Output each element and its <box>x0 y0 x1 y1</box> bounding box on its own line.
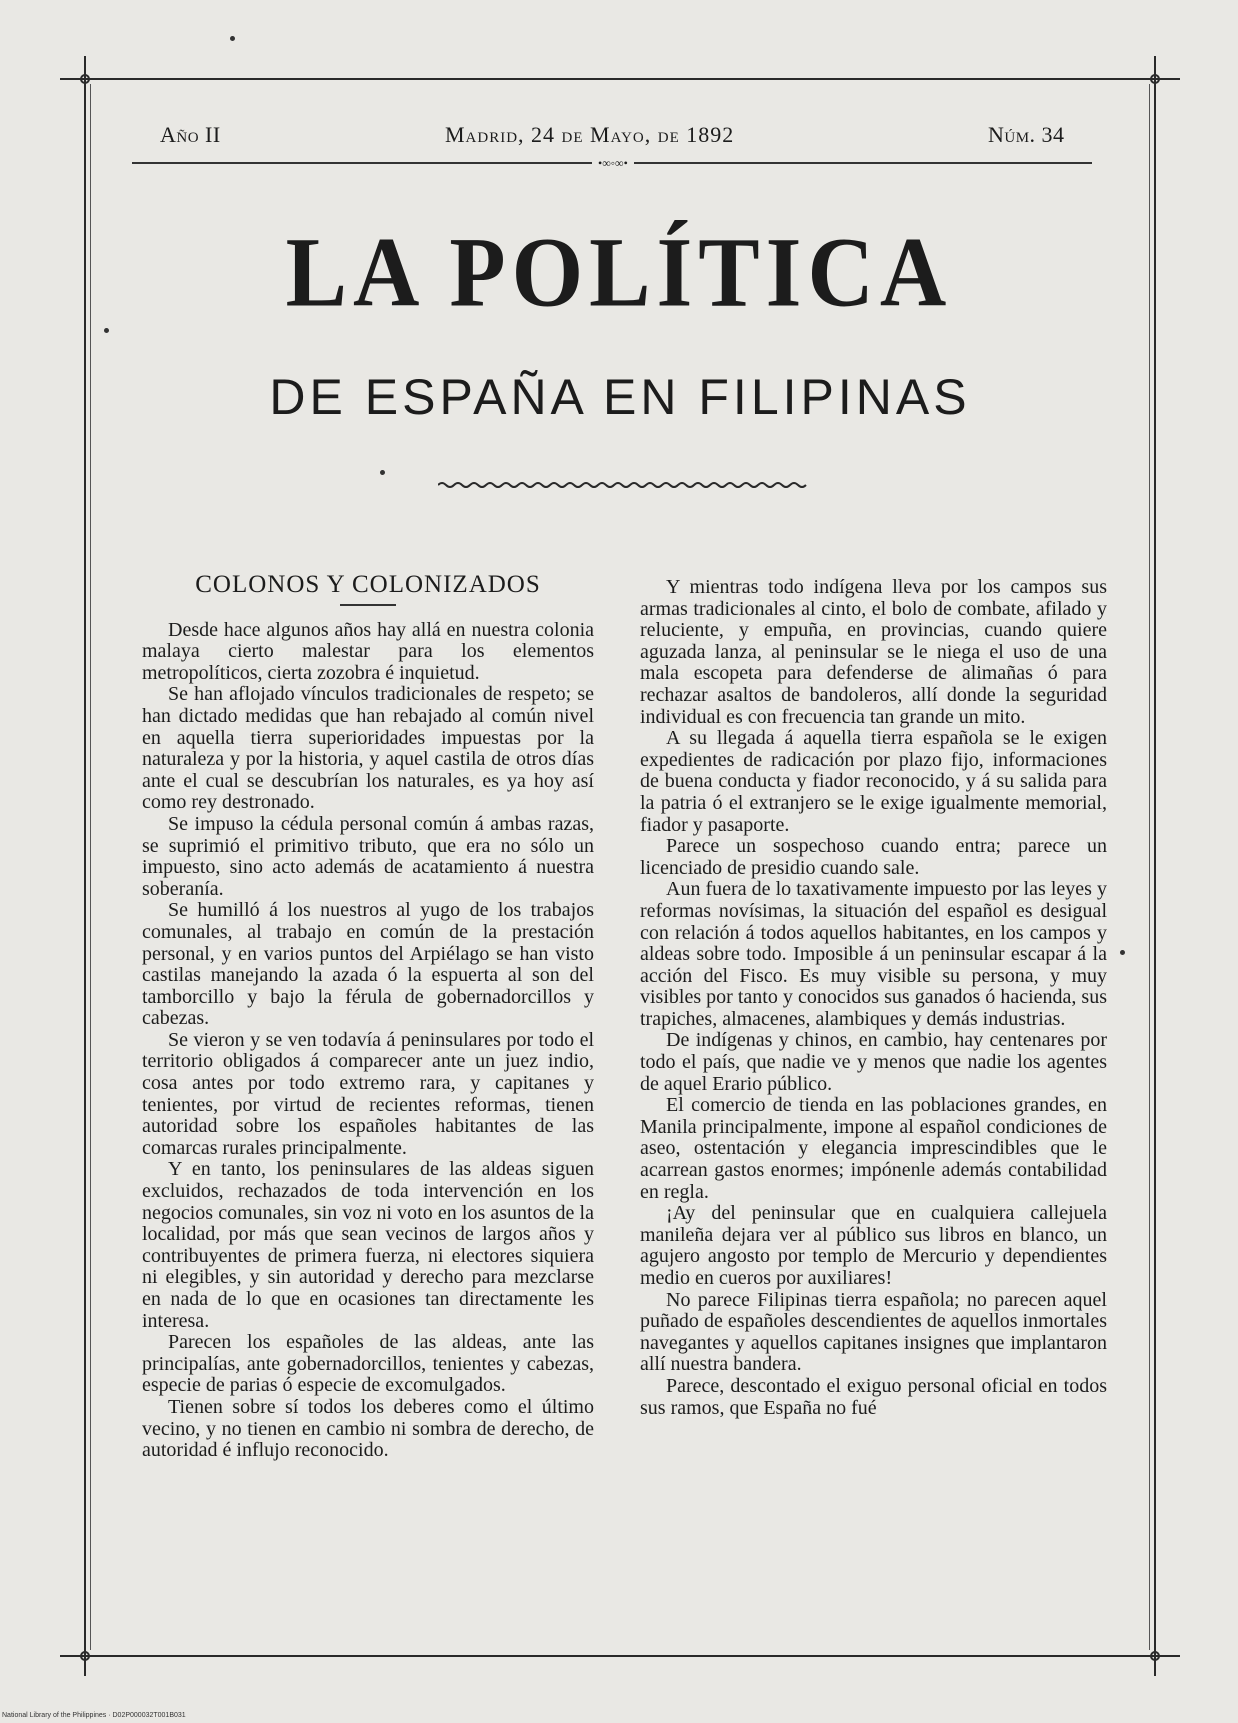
paragraph: Aun fuera de lo taxativamente impuesto por las leyes y reformas novísimas, la situación del español es desigual con relación á todos aquellos habitantes, en los campos y aldeas sobre todo. Imposible á un peninsular escapar á la acción del Fisco. Es muy visible su persona, y muy visibles por tanto y conocidos sus ganados ó hacienda, sus trapiches, almacenes, alambiques y demás industrias. <box>640 878 1107 1030</box>
article-column-left <box>142 571 594 1462</box>
article-title: COLONOS Y COLONIZADOS <box>195 571 541 598</box>
dateline: Madrid, 24 de Mayo, de 1892 <box>445 122 735 147</box>
frame-bottom <box>60 1655 1180 1657</box>
ink-speck <box>380 470 385 475</box>
masthead-title: LA POLÍTICA <box>285 216 953 328</box>
paragraph: Parece, descontado el exiguo personal oficial en todos sus ramos, que España no fué <box>640 1374 1107 1419</box>
issue-number: Núm. 34 <box>988 122 1065 147</box>
article-column-right <box>640 577 1107 1419</box>
paragraph: Y mientras todo indígena lleva por los campos sus armas tradicionales al cinto, el bolo de combate, afilado y reluciente, y empuña, en provincias, cuando quiere aguzada lanza, al peninsular se le niega el uso de una mala escopeta para defenderse de alimañas ó para rechazar asaltos de bandoleros, allí donde la seguridad individual es con frecuencia tan grande un mito. <box>640 576 1107 728</box>
ink-speck <box>1120 950 1125 955</box>
paragraph: Y en tanto, los peninsulares de las aldeas siguen excluidos, rechazados de toda intervención en los negocios comunales, sin voz ni voto en los asuntos de la localidad, por más que sean vecinos de largos años y contribuyentes de primera fuerza, ni electores siquiera ni elegibles, y sin autoridad y derecho para mezclarse en nada de lo que en ocasiones tan directamente les interesa. <box>142 1158 594 1332</box>
library-credit: National Library of the Philippines · D02P000032T001B031 <box>2 1712 186 1719</box>
paragraph: El comercio de tienda en las poblaciones grandes, en Manila principalmente, impone al español condiciones de aseo, ostentación y elegancia imprescindibles que le acarrean gastos enormes; impónenle además contabilidad en regla. <box>640 1094 1107 1203</box>
ink-speck <box>104 328 109 333</box>
paragraph: Se impuso la cédula personal común á ambas razas, se suprimió el primitivo tributo, que era no sólo un impuesto, sino acto además de acatamiento á nuestra soberanía. <box>142 812 594 900</box>
paragraph: Parecen los españoles de las aldeas, ante las principalías, ante gobernadorcillos, tenientes y cabezas, especie de parias ó especie de excomulgados. <box>142 1331 594 1397</box>
paragraph: Desde hace algunos años hay allá en nuestra colonia malaya cierto malestar para los elementos metropolíticos, cierta zozobra é inquietud. <box>142 618 594 684</box>
ink-speck <box>230 36 235 41</box>
ornament-cross-icon <box>1148 72 1162 86</box>
year-label: Año II <box>160 122 221 147</box>
rule-ornament-icon: •∞◦∞• <box>592 156 634 171</box>
paragraph: A su llegada á aquella tierra española se le exigen expedientes de radicación por plazo fijo, informaciones de buena conducta y fiador reconocido, y á su salida para la patria ó el extranjero se le exige igualmente memorial, fiador y pasaporte. <box>640 727 1107 836</box>
paragraph: Tienen sobre sí todos los deberes como el último vecino, y no tienen en cambio ni sombra de derecho, de autoridad é influjo reconocido. <box>142 1395 594 1462</box>
ornament-cross-icon <box>1148 1649 1162 1663</box>
paragraph: Se vieron y se ven todavía á peninsulares por todo el territorio obligados á comparecer ante un juez indio, cosa antes por todo extremo rara, y capitanes y tenientes, por virtud de recientes reformas, tienen autoridad sobre los españoles habitantes de las comarcas rurales principalmente. <box>142 1028 594 1159</box>
wavy-rule-icon <box>438 480 808 490</box>
paragraph: No parece Filipinas tierra española; no parecen aquel puñado de españoles descendientes de aquellos inmortales navegantes y aquellos capitanes insignes que implantaron allí nuestra bandera. <box>640 1288 1107 1376</box>
paragraph: Parece un sospechoso cuando entra; parece un licenciado de presidio cuando sale. <box>640 835 1107 879</box>
paragraph: ¡Ay del peninsular que en cualquiera callejuela manileña dejara ver al público sus libros en blanco, un agujero angosto por templo de Mercurio y dependientes medio en cueros por auxiliares! <box>640 1202 1107 1289</box>
masthead-subtitle: DE ESPAÑA EN FILIPINAS <box>269 369 971 425</box>
paragraph: Se humilló á los nuestros al yugo de los trabajos comunales, al trabajo en común de la prestación personal, y en varios puntos del Arpiélago se han visto castilas manejando la azada ó la espuerta al son del tamborcillo y bajo la férula de gobernadorcillos y cabezas. <box>142 899 594 1030</box>
paragraph: Se han aflojado vínculos tradicionales de respeto; se han dictado medidas que han rebajado al común nivel en aquella tierra superioridades impuestas por la naturaleza y por la historia, y aquel castila de otros días ante el cual se descubrían los naturales, es ya hoy así como rey destronado. <box>142 683 594 814</box>
paragraph: De indígenas y chinos, en cambio, hay centenares por todo el país, que nadie ve y menos que nadie los agentes de aquel Erario público. <box>640 1029 1107 1095</box>
ornament-cross-icon <box>78 72 92 86</box>
frame-top <box>60 78 1180 80</box>
title-rule <box>340 604 396 606</box>
ornament-cross-icon <box>78 1649 92 1663</box>
